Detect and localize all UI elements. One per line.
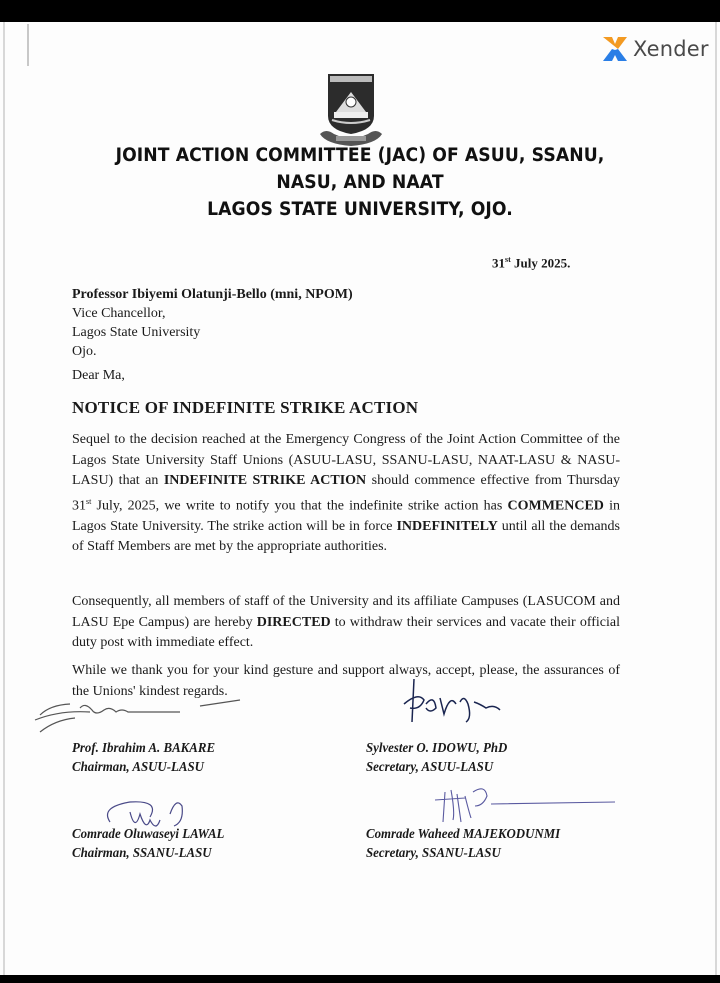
text: should commence effective from Thursday 31 [72,473,621,514]
signatory-name: Comrade Waheed MAJEKODUNMI [366,827,561,842]
text: in Lagos State University. The strike action will be in force [72,498,620,534]
signatory-name: Prof. Ibrahim A. BAKARE [72,741,216,756]
letter-date [492,255,570,271]
signatory-name: Comrade Oluwaseyi LAWAL [72,827,225,842]
signature-bakare-icon [30,690,260,740]
xender-label: Xender [633,37,709,61]
signatory-ssanu-chairman [72,825,224,863]
recipient-title: Vice Chancellor, [72,306,166,321]
xender-watermark [600,34,709,64]
letter-page [0,22,720,975]
signatory-role: Chairman, ASUU-LASU [72,760,204,775]
letterhead-title-line-2: NASU, AND NAAT [276,172,444,193]
emphasis: DIRECTED [256,614,331,630]
body-paragraph-3: While we thank you for your kind gesture and support always, accept, please, the assurances of the Unions' kindest regards. [72,663,620,699]
subject-heading: NOTICE OF INDEFINITE STRIKE ACTION [72,398,419,417]
text: to withdraw their services and vacate their official duty post with immediate effect. [72,614,621,650]
salutation: Dear Ma, [72,368,125,383]
signatory-ssanu-secretary [366,825,560,863]
university-crest-icon [316,72,386,148]
text: Consequently, all members of staff of the University and its affiliate Campuses (LASUCOM and LASU Epe Campus) are hereby [72,594,620,630]
recipient-address [72,285,353,361]
page-edge-left [3,22,5,975]
scan-mark [27,24,29,66]
body-paragraph-1 [72,430,620,558]
text: until all the demands of Staff Members are met by the appropriate authorities. [72,518,621,555]
text: Sequel to the decision reached at the Emergency Congress of the Joint Action Committee of the Lagos State University Staff Unions (ASUU-LASU, SSANU-LASU, NAAT-LASU & NASU-LASU) that an [72,432,620,488]
recipient-location: Ojo. [72,344,97,359]
signatory-name: Sylvester O. IDOWU, PhD [366,741,508,756]
signature-idowu-icon [400,674,520,734]
date-rest: July 2025. [510,255,571,271]
page-edge-right [715,22,717,975]
emphasis: INDEFINITELY [396,518,498,534]
ordinal: st [86,496,92,506]
date-suffix: st [505,255,511,264]
letterhead-title-line-1: JOINT ACTION COMMITTEE (JAC) OF ASUU, SSANU, [115,145,605,166]
signatory-role: Secretary, ASUU-LASU [366,760,494,775]
signatory-asuu-secretary [366,739,507,777]
emphasis: INDEFINITE STRIKE ACTION [163,473,367,488]
emphasis: COMMENCED [507,498,604,514]
letterhead-title-line-3: LAGOS STATE UNIVERSITY, OJO. [207,199,513,220]
text: July, 2025, we write to notify you that the indefinite strike action has [91,498,508,514]
xender-logo-icon [600,34,630,64]
body-paragraph-2 [72,592,620,654]
signatory-role: Secretary, SSANU-LASU [366,846,501,861]
recipient-institution: Lagos State University [72,325,201,340]
signatory-role: Chairman, SSANU-LASU [72,846,212,861]
recipient-name: Professor Ibiyemi Olatunji-Bello (mni, NPOM) [72,287,353,302]
signatory-asuu-chairman [72,739,215,777]
date-day: 31 [492,255,505,271]
